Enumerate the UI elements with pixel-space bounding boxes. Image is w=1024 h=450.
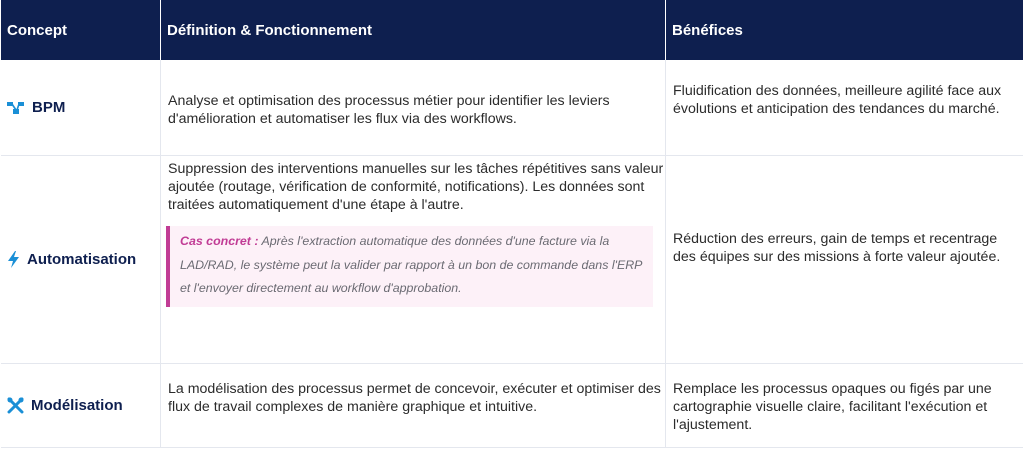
- benefits-cell: Fluidification des données, meilleure agilité face aux évolutions et anticipation des tendances du marché.: [673, 83, 1002, 117]
- table-row: [1, 60, 1023, 156]
- callout-text: Après l'extraction automatique des données d'une facture via la LAD/RAD, le système peut la valider par rapport à un bon de commande dans l'ERP et l'envoyer directement au workflow d'approbation.: [180, 234, 642, 295]
- flow-nodes-icon: [7, 101, 25, 115]
- definition-cell: Analyse et optimisation des processus métier pour identifier les leviers d'amélioration et automatiser les flux via des workflows.: [161, 60, 666, 155]
- table-header: [1, 0, 1023, 60]
- table-row: [1, 364, 1023, 448]
- lightning-icon: [7, 251, 20, 268]
- header-concept: Concept: [1, 0, 161, 60]
- concept-cell: [1, 364, 161, 447]
- example-callout: [166, 226, 653, 307]
- definition-cell: La modélisation des processus permet de concevoir, exécuter et optimiser des flux de travail complexes de manière graphique et intuitive.: [161, 364, 666, 447]
- concept-label: Automatisation: [27, 251, 137, 268]
- concept-cell: [1, 156, 161, 363]
- tools-icon: [7, 397, 24, 414]
- definition-text: Suppression des interventions manuelles sur les tâches répétitives sans valeur ajoutée (routage, vérification de conformité, notifications). Les données sont traitées automatiquement d'une étape à l'autre.: [168, 161, 664, 213]
- benefits-cell: Remplace les processus opaques ou figés par une cartographie visuelle claire, facilitant l'exécution et l'ajustement.: [673, 381, 992, 433]
- concept-table: [1, 0, 1023, 448]
- concept-cell: [1, 60, 161, 155]
- callout-label: Cas concret :: [180, 234, 259, 248]
- definition-cell: [161, 156, 666, 363]
- header-definition: Définition & Fonctionnement: [161, 0, 666, 60]
- header-benefits: Bénéfices: [672, 22, 743, 39]
- concept-label: BPM: [32, 99, 66, 116]
- table-row: [1, 156, 1023, 364]
- benefits-cell: Réduction des erreurs, gain de temps et recentrage des équipes sur des missions à forte valeur ajoutée.: [673, 231, 1001, 265]
- concept-label: Modélisation: [31, 397, 123, 414]
